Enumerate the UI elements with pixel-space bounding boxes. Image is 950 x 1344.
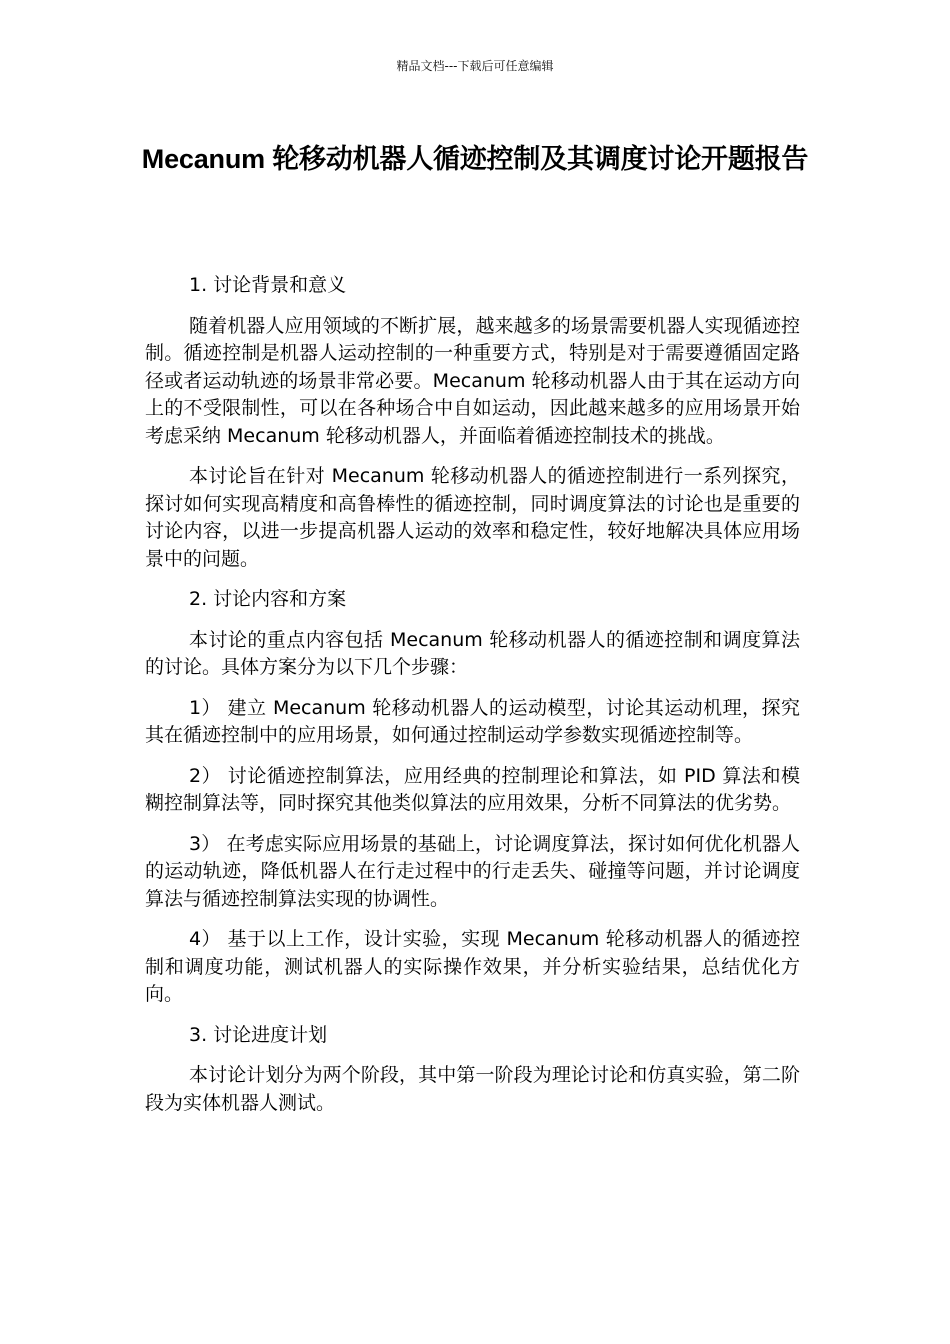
- list-item-step-3: 3） 在考虑实际应用场景的基础上，讨论调度算法，探讨如何优化机器人的运动轨迹，降低机器人在行走过程中的行走丢失、碰撞等问题，并讨论调度算法与循迹控制算法实现的协调性。: [145, 832, 800, 910]
- paragraph-background-2: 本讨论旨在针对 Mecanum 轮移动机器人的循迹控制进行一系列探究，探讨如何实现高精度和高鲁棒性的循迹控制，同时调度算法的讨论也是重要的讨论内容，以进一步提高机器人运动的效率和稳定性，较好地解决具体应用场景中的问题。: [145, 465, 800, 570]
- document-body: [145, 272, 800, 1130]
- section-heading-content: 2. 讨论内容和方案: [189, 588, 347, 610]
- paragraph-background-1: 随着机器人应用领域的不断扩展，越来越多的场景需要机器人实现循迹控制。循迹控制是机器人运动控制的一种重要方式，特别是对于需要遵循固定路径或者运动轨迹的场景非常必要。Mecanum 轮移动机器人由于其在运动方向上的不受限制性，可以在各种场合中自如运动，因此越来越多的应用场景开始考虑采纳 Mecanum 轮移动机器人，并面临着循迹控制技术的挑战。: [145, 314, 800, 447]
- paragraph-schedule: 本讨论计划分为两个阶段，其中第一阶段为理论讨论和仿真实验，第二阶段为实体机器人测试。: [145, 1064, 800, 1114]
- list-item-step-1: 1） 建立 Mecanum 轮移动机器人的运动模型，讨论其运动机理，探究其在循迹控制中的应用场景，如何通过控制运动学参数实现循迹控制等。: [145, 696, 800, 746]
- section-heading-background: 1. 讨论背景和意义: [189, 274, 347, 296]
- paragraph-content-intro: 本讨论的重点内容包括 Mecanum 轮移动机器人的循迹控制和调度算法的讨论。具体方案分为以下几个步骤：: [145, 628, 800, 678]
- list-item-step-2: 2） 讨论循迹控制算法，应用经典的控制理论和算法，如 PID 算法和模糊控制算法等，同时探究其他类似算法的应用效果，分析不同算法的优劣势。: [145, 764, 800, 814]
- header-note: 精品文档---下载后可任意编辑: [396, 59, 554, 73]
- list-item-step-4: 4） 基于以上工作，设计实验，实现 Mecanum 轮移动机器人的循迹控制和调度功能，测试机器人的实际操作效果，并分析实验结果，总结优化方向。: [145, 928, 800, 1005]
- section-heading-schedule: 3. 讨论进度计划: [189, 1023, 328, 1046]
- page-title: Mecanum 轮移动机器人循迹控制及其调度讨论开题报告: [141, 144, 809, 174]
